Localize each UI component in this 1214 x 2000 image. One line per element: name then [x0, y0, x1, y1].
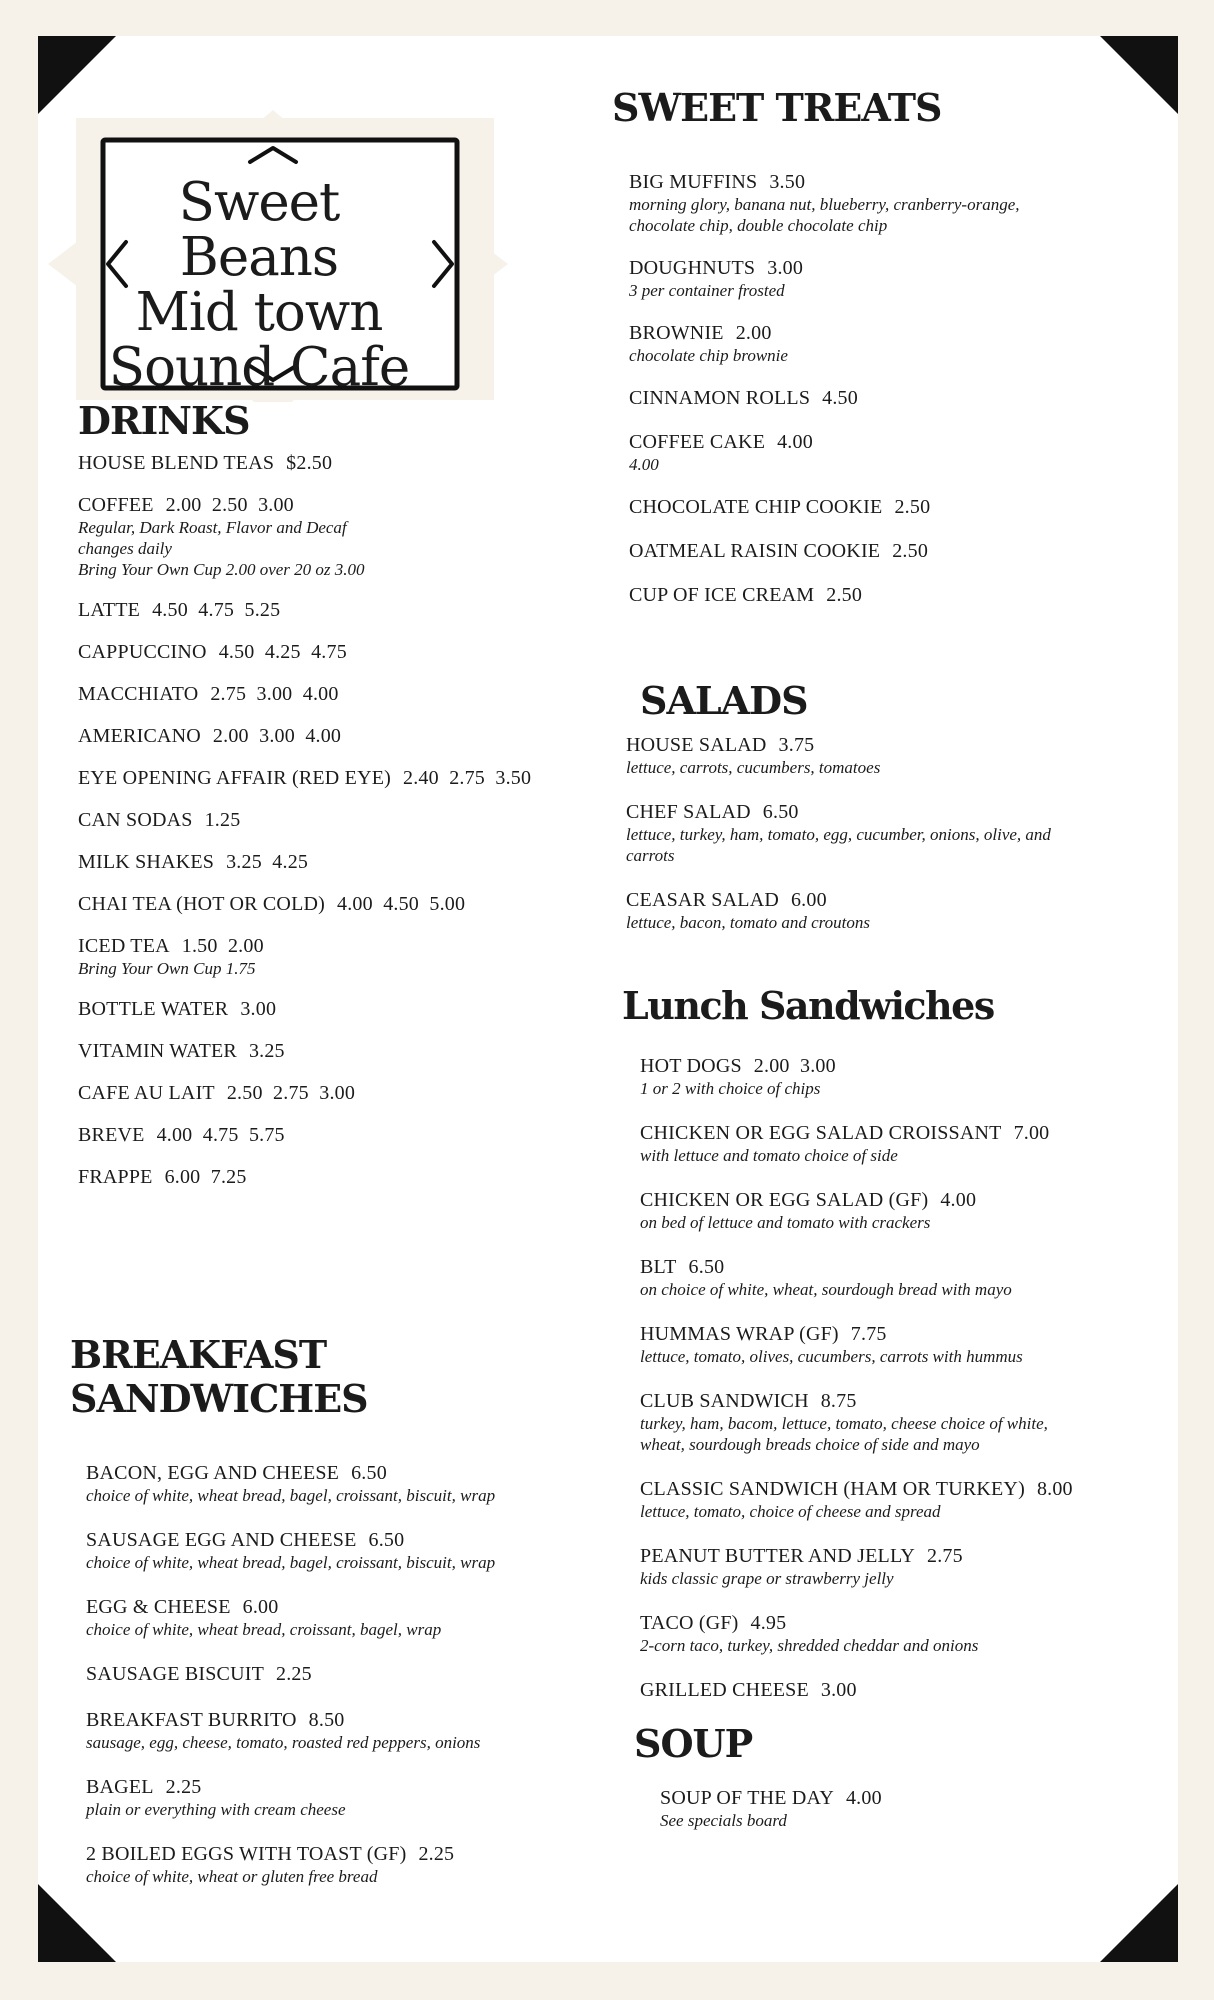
menu-item — [78, 451, 548, 475]
item-price: 2.25 — [165, 1776, 202, 1798]
item-name: CHOCOLATE CHIP COOKIE — [629, 496, 883, 518]
menu-item-line — [640, 1255, 1162, 1279]
menu-item — [78, 1123, 548, 1147]
menu-list — [78, 451, 548, 1189]
item-price: 2.50 — [892, 540, 929, 562]
menu-item — [78, 997, 548, 1021]
item-name: CINNAMON ROLLS — [629, 387, 811, 409]
menu-item — [86, 1461, 580, 1506]
item-price: 4.95 — [750, 1612, 787, 1634]
item-name: PEANUT BUTTER AND JELLY — [640, 1545, 916, 1567]
menu-item — [626, 733, 1160, 778]
menu-item-line — [660, 1786, 1154, 1810]
item-price: 3.25 — [248, 1040, 285, 1062]
item-name: BREVE — [78, 1124, 145, 1146]
item-price: 6.00 — [242, 1596, 279, 1618]
cafe-name-line: Sound Cafe — [108, 337, 410, 398]
menu-item — [640, 1611, 1162, 1656]
item-name: SAUSAGE BISCUIT — [86, 1663, 265, 1685]
menu-item-line — [86, 1775, 580, 1799]
item-name: COFFEE CAKE — [629, 431, 766, 453]
item-name: HUMMAS WRAP (GF) — [640, 1323, 839, 1345]
item-name: CHICKEN OR EGG SALAD CROISSANT — [640, 1122, 1002, 1144]
item-description: See specials board — [660, 1811, 787, 1830]
item-name: FRAPPE — [78, 1166, 153, 1188]
menu-item — [78, 682, 548, 706]
item-price: 4.50 4.25 4.75 — [218, 641, 347, 663]
menu-item — [629, 495, 1152, 519]
lunch-sandwiches-section — [622, 984, 1162, 1724]
section-title: SALADS — [640, 678, 808, 723]
item-price: 3.00 — [240, 998, 277, 1020]
drinks-section — [78, 399, 548, 1207]
item-name: BREAKFAST BURRITO — [86, 1709, 297, 1731]
menu-item — [78, 1081, 548, 1105]
menu-item-line — [629, 256, 1152, 280]
item-description: choice of white, wheat bread, croissant, bagel, wrap — [86, 1620, 442, 1639]
menu-item-line — [629, 386, 1152, 410]
menu-item — [78, 766, 548, 790]
item-name: BOTTLE WATER — [78, 998, 229, 1020]
item-name: EYE OPENING AFFAIR (RED EYE) — [78, 767, 391, 789]
item-description: wheat, sourdough breads choice of side and mayo — [640, 1435, 980, 1454]
item-name: LATTE — [78, 599, 141, 621]
item-price: 2.00 2.50 3.00 — [165, 494, 294, 516]
item-name: BLT — [640, 1256, 677, 1278]
item-description: choice of white, wheat or gluten free bread — [86, 1867, 378, 1886]
item-name: CAPPUCCINO — [78, 641, 207, 663]
menu-item — [86, 1708, 580, 1753]
item-price: 2.00 — [735, 322, 772, 344]
menu-item-line — [640, 1188, 1162, 1212]
item-name: CHEF SALAD — [626, 801, 751, 823]
menu-item-line — [629, 170, 1152, 194]
item-price: 3.00 — [820, 1679, 857, 1701]
item-price: 2.75 — [927, 1545, 963, 1567]
item-price: 4.00 — [940, 1189, 977, 1211]
menu-item-line — [78, 682, 548, 706]
item-description: on bed of lettuce and tomato with crackers — [640, 1213, 931, 1232]
corner-decoration-bottom-right — [1100, 1884, 1178, 1962]
menu-list — [626, 733, 1160, 933]
menu-item-line — [86, 1708, 580, 1732]
item-description: chocolate chip brownie — [629, 346, 788, 365]
item-name: BAGEL — [86, 1776, 154, 1798]
soup-section — [634, 1722, 1154, 1831]
menu-item-line — [86, 1528, 580, 1552]
menu-item — [78, 598, 548, 622]
item-description: plain or everything with cream cheese — [86, 1800, 346, 1819]
item-name: CAN SODAS — [78, 809, 193, 831]
item-description: chocolate chip, double chocolate chip — [629, 216, 888, 235]
menu-item-line — [78, 724, 548, 748]
menu-item — [78, 808, 548, 832]
item-price: 1.25 — [204, 809, 241, 831]
menu-item — [629, 583, 1152, 607]
menu-item-line — [78, 1123, 548, 1147]
menu-item-line — [86, 1662, 580, 1686]
cafe-logo — [38, 72, 538, 402]
item-description: turkey, ham, bacom, lettuce, tomato, cheese choice of white, — [640, 1414, 1048, 1433]
menu-item-line — [629, 430, 1152, 454]
item-description: Bring Your Own Cup 1.75 — [78, 959, 256, 978]
menu-item — [86, 1595, 580, 1640]
item-description: 4.00 — [629, 455, 659, 474]
item-name: CLASSIC SANDWICH (HAM OR TURKEY) — [640, 1478, 1025, 1500]
menu-item — [78, 640, 548, 664]
menu-item-line — [78, 1165, 548, 1189]
item-name: DOUGHNUTS — [629, 257, 756, 279]
item-price: 2.40 2.75 3.50 — [403, 767, 532, 789]
item-description: lettuce, tomato, olives, cucumbers, carrots with hummus — [640, 1347, 1023, 1366]
item-price: 6.50 — [368, 1529, 405, 1551]
menu-page — [38, 36, 1178, 1962]
item-name: SAUSAGE EGG AND CHEESE — [86, 1529, 357, 1551]
menu-item-line — [640, 1322, 1162, 1346]
item-name: TACO (GF) — [640, 1612, 739, 1634]
item-price: 2.75 3.00 4.00 — [210, 683, 339, 705]
menu-item-line — [78, 934, 548, 958]
menu-item-line — [626, 800, 1160, 824]
menu-item — [86, 1528, 580, 1573]
item-name: CHICKEN OR EGG SALAD (GF) — [640, 1189, 929, 1211]
menu-item — [640, 1678, 1162, 1702]
menu-item — [640, 1188, 1162, 1233]
menu-item — [78, 934, 548, 979]
item-price: 2.50 — [894, 496, 931, 518]
menu-item-line — [86, 1461, 580, 1485]
menu-item — [640, 1389, 1162, 1455]
item-price: 2.25 — [418, 1843, 455, 1865]
item-price: 4.00 4.50 5.00 — [337, 893, 466, 915]
menu-item — [640, 1121, 1162, 1166]
item-name: CHAI TEA (HOT OR COLD) — [78, 893, 325, 915]
item-name: MACCHIATO — [78, 683, 199, 705]
item-price: 3.25 4.25 — [226, 851, 309, 873]
item-name: ICED TEA — [78, 935, 170, 957]
item-price: 4.50 4.75 5.25 — [152, 599, 281, 621]
menu-item-line — [640, 1477, 1162, 1501]
item-description: 3 per container frosted — [629, 281, 785, 300]
item-price: 3.00 — [767, 257, 804, 279]
menu-item-line — [629, 495, 1152, 519]
item-name: 2 BOILED EGGS WITH TOAST (GF) — [86, 1843, 407, 1865]
item-description: changes daily — [78, 539, 172, 558]
menu-item — [626, 888, 1160, 933]
cafe-name — [100, 172, 418, 398]
item-description: carrots — [626, 846, 675, 865]
item-name: CEASAR SALAD — [626, 889, 779, 911]
menu-item-line — [78, 766, 548, 790]
item-price: 6.50 — [351, 1462, 387, 1484]
item-price: 4.50 — [822, 387, 858, 409]
item-description: on choice of white, wheat, sourdough bread with mayo — [640, 1280, 1012, 1299]
menu-item — [629, 539, 1152, 563]
item-name: HOUSE SALAD — [626, 734, 767, 756]
menu-item — [640, 1054, 1162, 1099]
menu-item — [629, 430, 1152, 475]
item-name: BACON, EGG AND CHEESE — [86, 1462, 340, 1484]
item-price: 8.50 — [308, 1709, 345, 1731]
item-name: CAFE AU LAIT — [78, 1082, 215, 1104]
item-name: COFFEE — [78, 494, 154, 516]
item-description: 1 or 2 with choice of chips — [640, 1079, 821, 1098]
item-price: 4.00 — [845, 1787, 882, 1809]
menu-list — [612, 170, 1152, 607]
item-name: CLUB SANDWICH — [640, 1390, 809, 1412]
item-description: with lettuce and tomato choice of side — [640, 1146, 898, 1165]
item-name: AMERICANO — [78, 725, 201, 747]
item-price: 4.00 4.75 5.75 — [156, 1124, 285, 1146]
item-name: BROWNIE — [629, 322, 724, 344]
menu-item — [78, 724, 548, 748]
item-name: HOUSE BLEND TEAS — [78, 452, 275, 474]
menu-item-line — [78, 997, 548, 1021]
item-name: VITAMIN WATER — [78, 1040, 237, 1062]
menu-item-line — [629, 321, 1152, 345]
item-name: OATMEAL RAISIN COOKIE — [629, 540, 881, 562]
item-description: lettuce, carrots, cucumbers, tomatoes — [626, 758, 881, 777]
item-description: lettuce, turkey, ham, tomato, egg, cucumber, onions, olive, and — [626, 825, 1051, 844]
item-description: kids classic grape or strawberry jelly — [640, 1569, 894, 1588]
menu-item-line — [86, 1842, 580, 1866]
menu-item-line — [640, 1054, 1162, 1078]
item-price: 7.75 — [850, 1323, 887, 1345]
section-title: SOUP — [634, 1721, 753, 1766]
menu-item — [626, 800, 1160, 866]
item-description: morning glory, banana nut, blueberry, cranberry-orange, — [629, 195, 1020, 214]
section-title: SWEET TREATS — [612, 85, 942, 130]
menu-item-line — [78, 598, 548, 622]
menu-item — [640, 1322, 1162, 1367]
menu-item-line — [78, 451, 548, 475]
menu-item-line — [86, 1595, 580, 1619]
menu-item — [78, 850, 548, 874]
menu-item-line — [629, 539, 1152, 563]
menu-list — [70, 1461, 580, 1887]
item-price: 2.25 — [276, 1663, 312, 1685]
item-description: lettuce, tomato, choice of cheese and spread — [640, 1502, 941, 1521]
item-description: Regular, Dark Roast, Flavor and Decaf — [78, 518, 347, 537]
item-price: 8.00 — [1036, 1478, 1073, 1500]
menu-item — [78, 1039, 548, 1063]
item-price: 6.50 — [688, 1256, 725, 1278]
item-price: 3.50 — [769, 171, 806, 193]
menu-item-line — [626, 888, 1160, 912]
item-price: 2.50 — [826, 584, 863, 606]
menu-item — [629, 256, 1152, 301]
cafe-name-line: Mid town — [135, 282, 383, 343]
menu-item-line — [640, 1678, 1162, 1702]
menu-item-line — [78, 1081, 548, 1105]
item-price: 6.00 7.25 — [164, 1166, 247, 1188]
item-price: $2.50 — [286, 452, 333, 474]
menu-item — [629, 386, 1152, 410]
item-description: sausage, egg, cheese, tomato, roasted red peppers, onions — [86, 1733, 481, 1752]
item-name: EGG & CHEESE — [86, 1596, 231, 1618]
item-description: 2-corn taco, turkey, shredded cheddar and onions — [640, 1636, 979, 1655]
item-description: choice of white, wheat bread, bagel, croissant, biscuit, wrap — [86, 1553, 496, 1572]
menu-item — [629, 170, 1152, 236]
item-name: GRILLED CHEESE — [640, 1679, 809, 1701]
menu-item-line — [640, 1389, 1162, 1413]
menu-item-line — [78, 1039, 548, 1063]
menu-list — [622, 1054, 1162, 1702]
menu-item-line — [640, 1611, 1162, 1635]
menu-list — [634, 1786, 1154, 1831]
section-title: DRINKS — [78, 398, 250, 443]
menu-item — [640, 1477, 1162, 1522]
item-name: CUP OF ICE CREAM — [629, 584, 815, 606]
menu-item — [78, 1165, 548, 1189]
menu-item-line — [640, 1121, 1162, 1145]
menu-item — [78, 892, 548, 916]
item-price: 6.50 — [762, 801, 799, 823]
item-description: lettuce, bacon, tomato and croutons — [626, 913, 870, 932]
cafe-name-line: Sweet Beans — [178, 172, 340, 288]
item-price: 2.00 3.00 4.00 — [212, 725, 342, 747]
menu-item — [86, 1662, 580, 1686]
item-price: 8.75 — [820, 1390, 857, 1412]
menu-item-line — [640, 1544, 1162, 1568]
item-name: MILK SHAKES — [78, 851, 215, 873]
menu-item — [640, 1544, 1162, 1589]
menu-item-line — [78, 850, 548, 874]
sweet-treats-section — [612, 86, 1152, 627]
item-price: 2.00 3.00 — [753, 1055, 836, 1077]
item-price: 1.50 2.00 — [181, 935, 264, 957]
item-price: 4.00 — [777, 431, 813, 453]
menu-item-line — [629, 583, 1152, 607]
menu-item — [660, 1786, 1154, 1831]
item-name: HOT DOGS — [640, 1055, 742, 1077]
item-name: BIG MUFFINS — [629, 171, 758, 193]
menu-item-line — [78, 808, 548, 832]
item-description: Bring Your Own Cup 2.00 over 20 oz 3.00 — [78, 560, 365, 579]
item-price: 6.00 — [790, 889, 827, 911]
menu-item-line — [626, 733, 1160, 757]
menu-item — [640, 1255, 1162, 1300]
menu-item-line — [78, 493, 548, 517]
menu-item — [86, 1842, 580, 1887]
menu-item — [629, 321, 1152, 366]
item-description: choice of white, wheat bread, bagel, croissant, biscuit, wrap — [86, 1486, 496, 1505]
menu-item-line — [78, 640, 548, 664]
item-price: 2.50 2.75 3.00 — [226, 1082, 356, 1104]
salads-section — [626, 678, 1160, 955]
menu-item — [78, 493, 548, 580]
menu-item — [86, 1775, 580, 1820]
item-name: SOUP OF THE DAY — [660, 1787, 834, 1809]
breakfast-section — [70, 1333, 580, 1909]
section-title: BREAKFAST SANDWICHES — [70, 1332, 368, 1421]
item-price: 3.75 — [778, 734, 815, 756]
menu-item-line — [78, 892, 548, 916]
item-price: 7.00 — [1013, 1122, 1050, 1144]
section-title: Lunch Sandwiches — [622, 983, 994, 1028]
